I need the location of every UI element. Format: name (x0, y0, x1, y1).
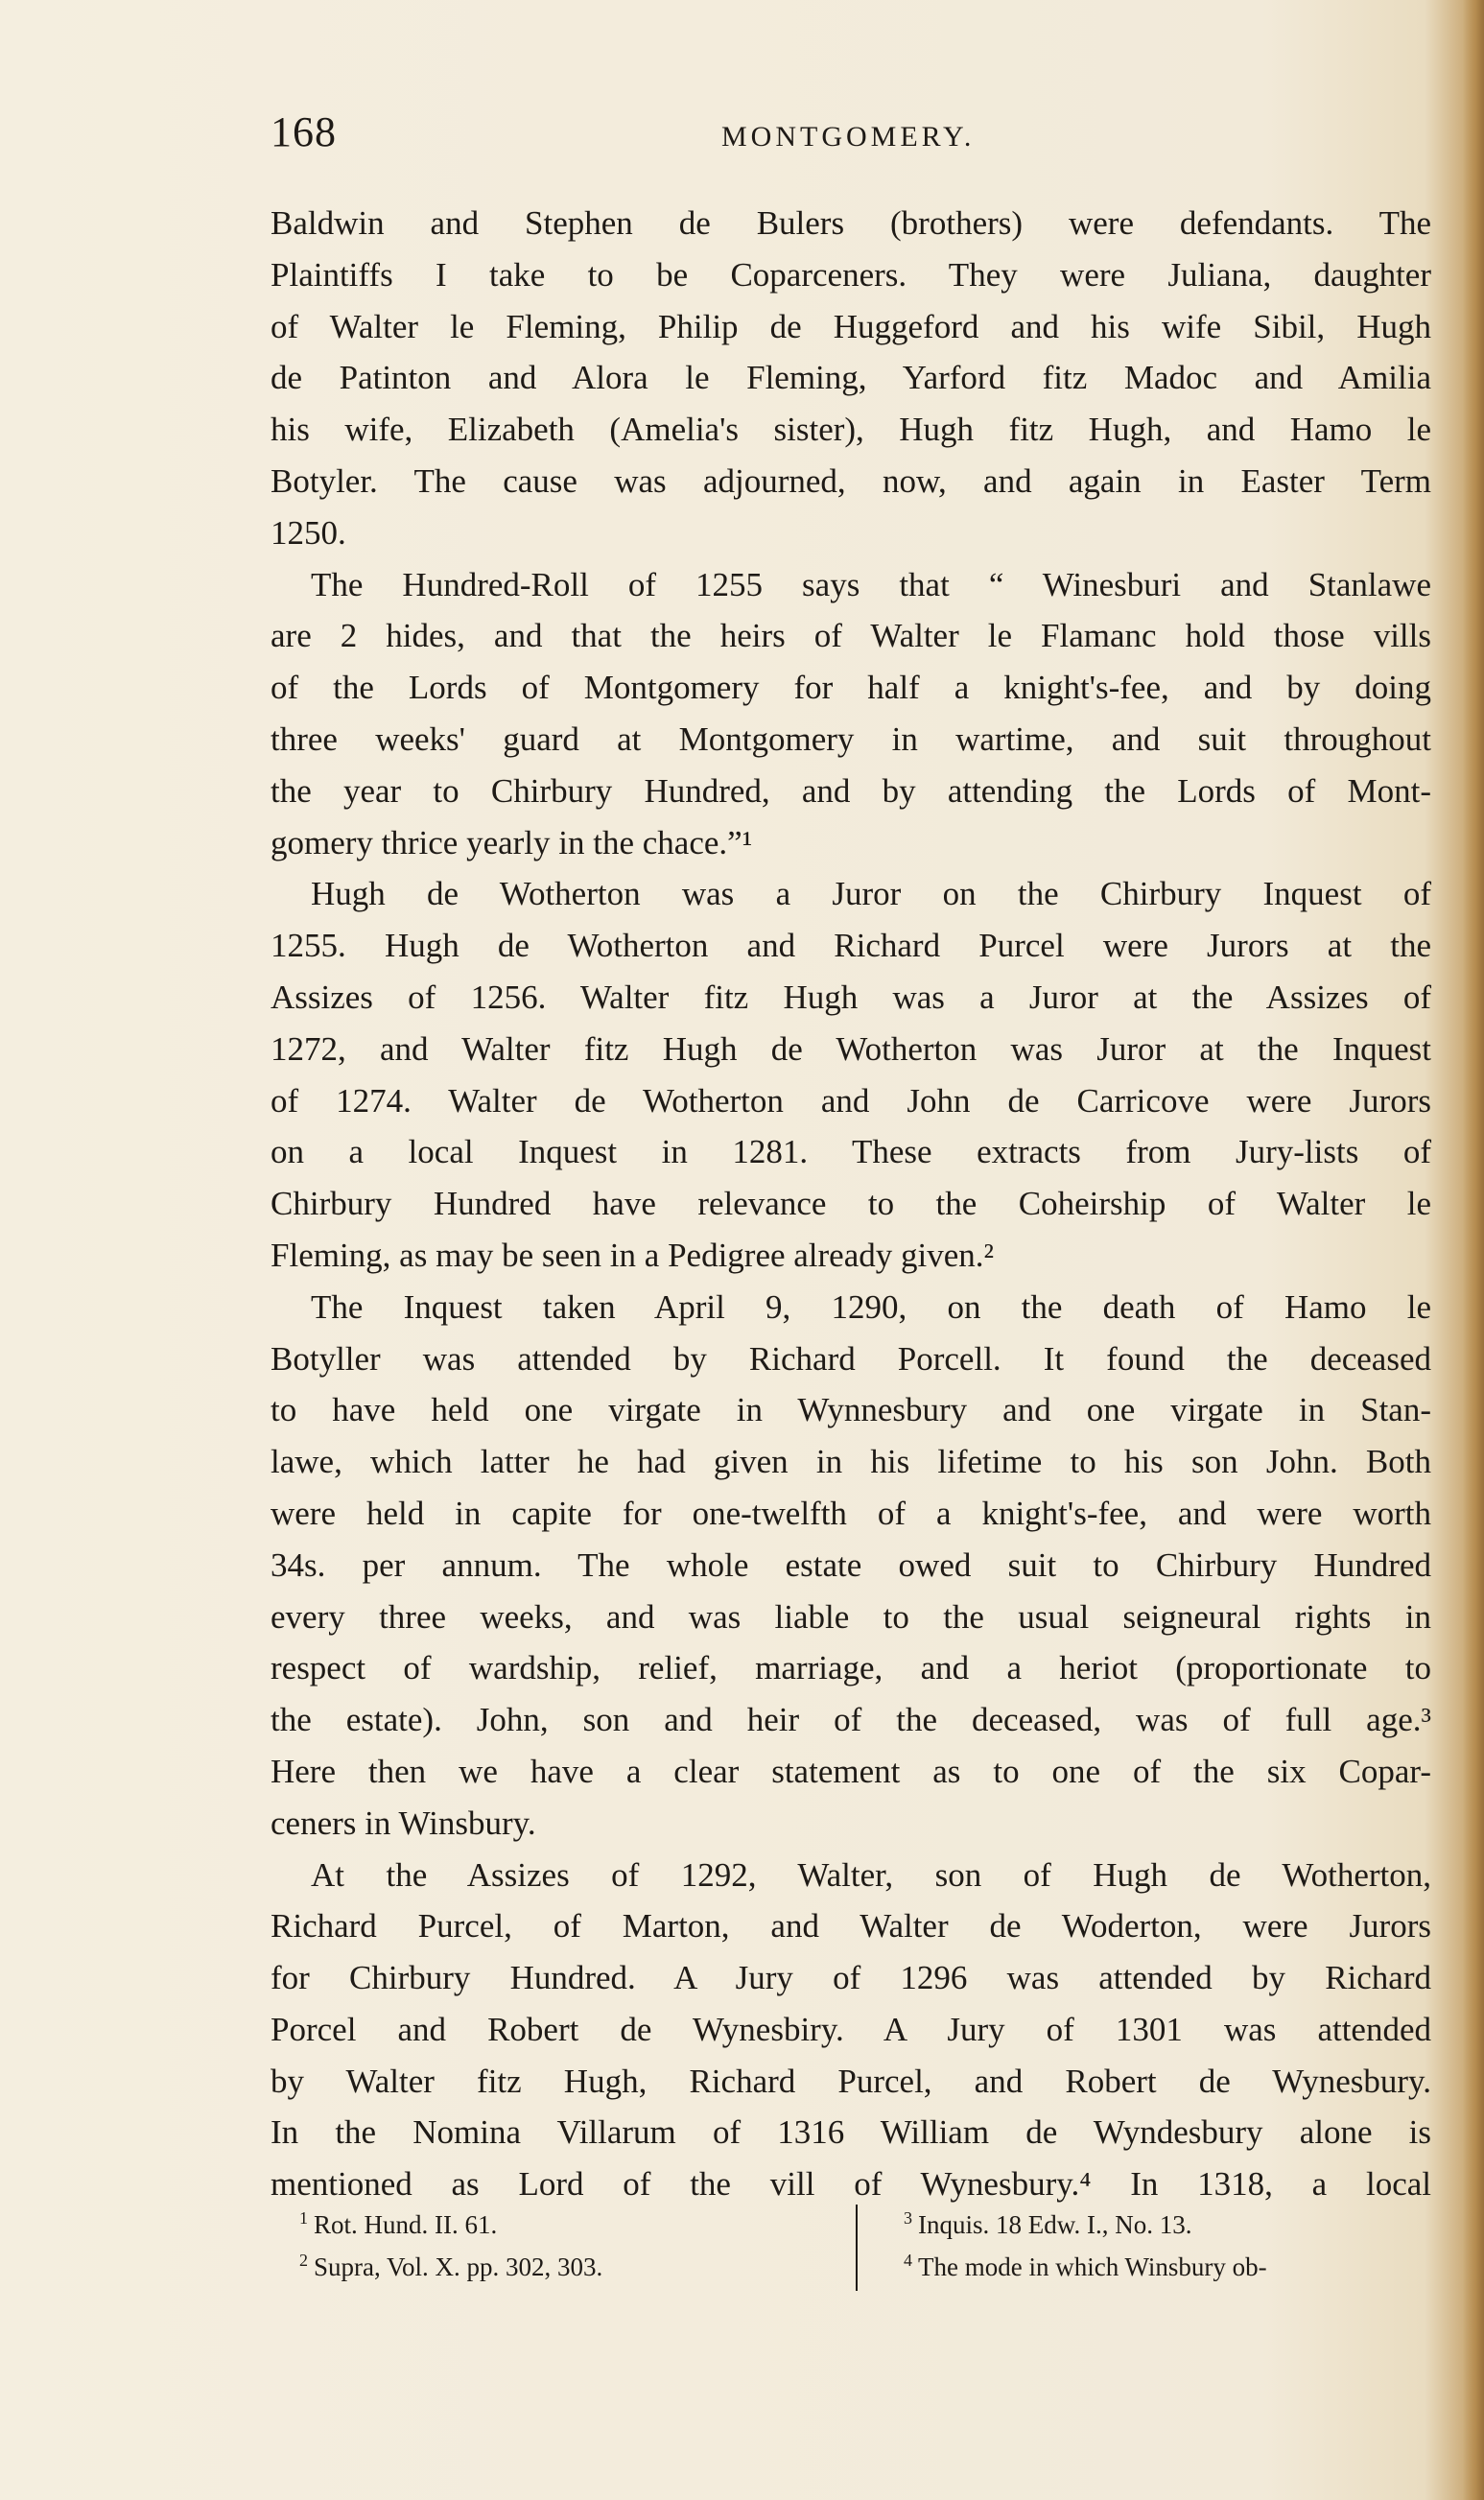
text-line: Plaintiffs I take to be Coparceners. They were Juliana, daughter (271, 255, 1431, 294)
text-line: his wife, Elizabeth (Amelia's sister), Hugh fitz Hugh, and Hamo le (271, 411, 1431, 449)
text-line: gomery thrice yearly in the chace.”¹ (271, 823, 753, 861)
footnote-text: The mode in which Winsbury ob- (918, 2252, 1267, 2281)
footnote (299, 2239, 836, 2281)
text-line: respect of wardship, relief, marriage, and a heriot (proportionate to (271, 1649, 1431, 1687)
text-line: The Inquest taken April 9, 1290, on the death of Hamo le (311, 1287, 1431, 1326)
text-line: Here then we have a clear statement as to one of the six Copar- (271, 1752, 1431, 1790)
text-line: Hugh de Wotherton was a Juror on the Chirbury Inquest of (311, 875, 1431, 913)
text-line: to have held one virgate in Wynnesbury and one virgate in Stan- (271, 1391, 1431, 1429)
text-line: by Walter fitz Hugh, Richard Purcel, and Robert de Wynesbury. (271, 2062, 1431, 2100)
footnote (904, 2239, 1441, 2281)
text-line: Botyller was attended by Richard Porcell. It found the deceased (271, 1339, 1431, 1378)
text-line: 1272, and Walter fitz Hugh de Wotherton was Juror at the Inquest (271, 1029, 1431, 1068)
text-line: were held in capite for one-twelfth of a knight's-fee, and were worth (271, 1494, 1431, 1532)
text-line: At the Assizes of 1292, Walter, son of Hugh de Wotherton, (311, 1855, 1431, 1894)
text-line: In the Nomina Villarum of 1316 William de Wyndesbury alone is (271, 2113, 1431, 2152)
footnote-mark: 1 (299, 2208, 308, 2228)
text-line: ceners in Winsbury. (271, 1804, 536, 1842)
text-line: lawe, which latter he had given in his lifetime to his son John. Both (271, 1443, 1431, 1481)
text-line: on a local Inquest in 1281. These extracts from Jury-lists of (271, 1133, 1431, 1171)
text-line: Richard Purcel, of Marton, and Walter de Woderton, were Jurors (271, 1907, 1431, 1946)
text-line: 1255. Hugh de Wotherton and Richard Purcel were Jurors at the (271, 927, 1431, 965)
text-line: 34s. per annum. The whole estate owed suit to Chirbury Hundred (271, 1545, 1431, 1584)
text-line: 1250. (271, 513, 346, 552)
text-line: Chirbury Hundred have relevance to the Coheirship of Walter le (271, 1185, 1431, 1223)
text-line: Botyler. The cause was adjourned, now, and again in Easter Term (271, 461, 1431, 500)
page-number: 168 (271, 108, 337, 155)
text-line: Porcel and Robert de Wynesbiry. A Jury of 1301 was attended (271, 2010, 1431, 2048)
footnotes-left-column (299, 2197, 836, 2281)
footnote-mark: 3 (904, 2208, 912, 2228)
footnote (904, 2197, 1441, 2239)
text-line: The Hundred-Roll of 1255 says that “ Winesburi and Stanlawe (311, 565, 1431, 603)
text-line: de Patinton and Alora le Fleming, Yarford fitz Madoc and Amilia (271, 359, 1431, 397)
text-line: three weeks' guard at Montgomery in wartime, and suit throughout (271, 719, 1431, 758)
text-line: Assizes of 1256. Walter fitz Hugh was a Juror at the Assizes of (271, 978, 1431, 1016)
footnote-divider (856, 2205, 858, 2291)
body-text (271, 198, 1431, 2204)
running-head: MONTGOMERY. (721, 121, 976, 153)
text-line: the estate). John, son and heir of the deceased, was of full age.³ (271, 1701, 1431, 1739)
footnote-text: Rot. Hund. II. 61. (314, 2210, 498, 2239)
text-line: for Chirbury Hundred. A Jury of 1296 was attended by Richard (271, 1959, 1431, 1997)
text-line: are 2 hides, and that the heirs of Walter le Flamanc hold those vills (271, 617, 1431, 655)
footnote-mark: 2 (299, 2251, 308, 2270)
text-line: every three weeks, and was liable to the usual seigneural rights in (271, 1597, 1431, 1636)
footnote-mark: 4 (904, 2251, 912, 2270)
footnote-text: Supra, Vol. X. pp. 302, 303. (314, 2252, 603, 2281)
text-line: of 1274. Walter de Wotherton and John de Carricove were Jurors (271, 1081, 1431, 1120)
page-edge-shadow (1463, 0, 1484, 2500)
footnote-text: Inquis. 18 Edw. I., No. 13. (918, 2210, 1192, 2239)
footnotes-right-column (904, 2197, 1441, 2281)
text-line: the year to Chirbury Hundred, and by attending the Lords of Mont- (271, 771, 1431, 810)
footnote (299, 2197, 836, 2239)
text-line: of Walter le Fleming, Philip de Huggeford and his wife Sibil, Hugh (271, 307, 1431, 345)
text-line: Baldwin and Stephen de Bulers (brothers) were defendants. The (271, 204, 1431, 242)
text-line: mentioned as Lord of the vill of Wynesbury.⁴ In 1318, a local (271, 2165, 1431, 2204)
page-header (271, 107, 1431, 165)
text-line: Fleming, as may be seen in a Pedigree already given.² (271, 1236, 995, 1274)
text-line: of the Lords of Montgomery for half a knight's-fee, and by doing (271, 669, 1431, 707)
footnotes (271, 2197, 1431, 2302)
